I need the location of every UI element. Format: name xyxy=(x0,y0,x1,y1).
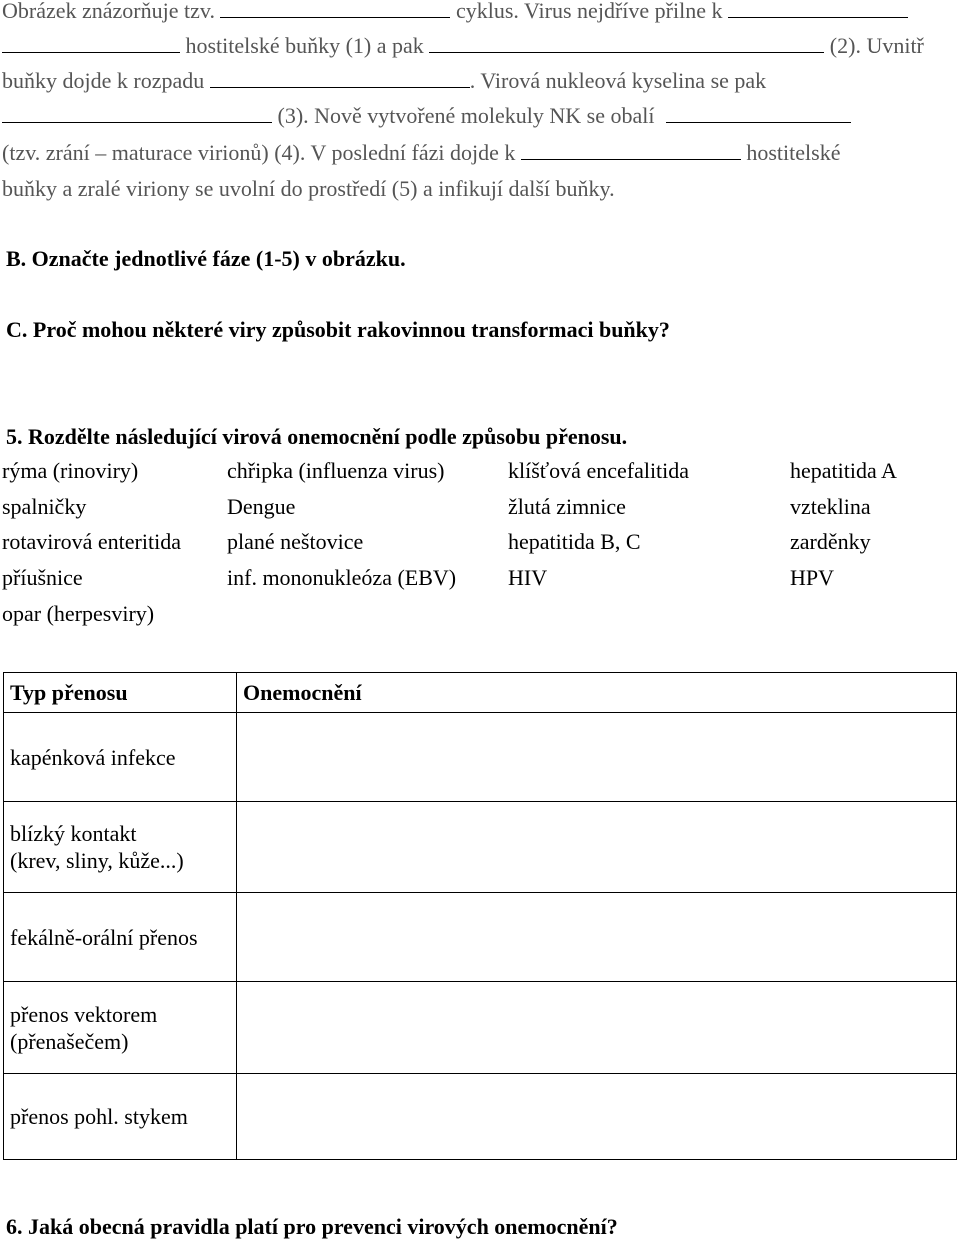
question-6: 6. Jaká obecná pravidla platí pro prevenci virových onemocnění? xyxy=(6,1214,618,1239)
transmission-type-cell xyxy=(4,1074,237,1160)
answer-cell[interactable] xyxy=(237,982,957,1074)
text: (3). Nově vytvořené molekuly NK se obalí xyxy=(277,103,655,128)
transmission-type-label: blízký kontakt xyxy=(10,821,137,846)
answer-cell[interactable] xyxy=(237,1074,957,1160)
disease-item: spalničky xyxy=(2,494,87,519)
text: hostitelské xyxy=(746,140,841,165)
header-transmission-type: Typ přenosu xyxy=(4,673,237,713)
disease-item: inf. mononukleóza (EBV) xyxy=(227,565,457,590)
question-c: C. Proč mohou některé viry způsobit rakovinnou transformaci buňky? xyxy=(6,317,670,342)
transmission-type-note: (krev, sliny, kůže...) xyxy=(10,848,184,873)
disease-item: rotavirová enteritida xyxy=(2,529,181,554)
blank-field[interactable] xyxy=(2,104,272,123)
disease-item: Dengue xyxy=(227,494,296,519)
blank-field[interactable] xyxy=(210,69,470,88)
disease-row xyxy=(2,456,960,486)
text: hostitelské buňky (1) a pak xyxy=(185,33,424,58)
disease-item: zarděnky xyxy=(790,529,871,554)
paragraph-line-3 xyxy=(2,68,960,94)
question-5: 5. Rozdělte následující virová onemocnění podle způsobu přenosu. xyxy=(6,424,628,449)
disease-item: HIV xyxy=(508,565,548,590)
disease-item: hepatitida A xyxy=(790,458,897,483)
disease-item: příušnice xyxy=(2,565,83,590)
disease-row xyxy=(2,492,960,522)
table-row xyxy=(4,713,957,802)
transmission-type-note: (přenašečem) xyxy=(10,1028,129,1054)
question-b: B. Označte jednotlivé fáze (1-5) v obrázku. xyxy=(6,246,406,271)
blank-field[interactable] xyxy=(666,104,851,123)
paragraph-line-6 xyxy=(2,176,960,202)
disease-item: chřipka (influenza virus) xyxy=(227,458,445,483)
disease-item: klíšťová encefalitida xyxy=(508,458,690,483)
text: Obrázek znázorňuje tzv. xyxy=(2,0,215,23)
blank-field[interactable] xyxy=(220,0,450,18)
text: (2). Uvnitř xyxy=(829,33,924,58)
transmission-table xyxy=(3,672,957,1160)
disease-item: plané neštovice xyxy=(227,529,364,554)
text: buňky dojde k rozpadu xyxy=(2,68,205,93)
table-row xyxy=(4,802,957,893)
text: buňky a zralé viriony se uvolní do prostředí (5) a infikují další buňky. xyxy=(2,176,615,201)
blank-field[interactable] xyxy=(2,34,180,53)
transmission-type-cell xyxy=(4,982,237,1074)
answer-cell[interactable] xyxy=(237,713,957,802)
blank-field[interactable] xyxy=(521,141,741,160)
header-diseases: Onemocnění xyxy=(237,673,957,713)
transmission-type-cell xyxy=(4,713,237,802)
transmission-type-label: přenos pohl. stykem xyxy=(10,1104,188,1129)
text: cyklus. Virus nejdříve přilne k xyxy=(455,0,723,23)
disease-item: HPV xyxy=(790,565,835,590)
transmission-type-label: přenos vektorem xyxy=(10,1001,158,1027)
table-header-row xyxy=(4,673,957,713)
transmission-type-label: kapénková infekce xyxy=(10,744,176,770)
answer-cell[interactable] xyxy=(237,893,957,982)
blank-field[interactable] xyxy=(728,0,908,18)
table-row xyxy=(4,1074,957,1160)
text: (tzv. zrání – maturace virionů) (4). V poslední fázi dojde k xyxy=(2,140,516,165)
paragraph-line-1 xyxy=(2,0,960,24)
disease-row xyxy=(2,563,960,593)
disease-item: opar (herpesviry) xyxy=(2,601,155,626)
blank-field[interactable] xyxy=(429,34,824,53)
paragraph-line-4 xyxy=(2,103,960,129)
paragraph-line-5 xyxy=(2,140,960,166)
transmission-type-label: fekálně-orální přenos xyxy=(10,924,198,950)
table-row xyxy=(4,893,957,982)
disease-item: rýma (rinoviry) xyxy=(2,458,139,483)
transmission-type-cell xyxy=(4,893,237,982)
disease-item: žlutá zimnice xyxy=(508,494,626,519)
table-row xyxy=(4,982,957,1074)
answer-cell[interactable] xyxy=(237,802,957,893)
disease-item: vzteklina xyxy=(790,494,871,519)
text: . Virová nukleová kyselina se pak xyxy=(469,68,767,93)
disease-item: hepatitida B, C xyxy=(508,529,641,554)
disease-row xyxy=(2,599,960,629)
disease-row xyxy=(2,527,960,557)
paragraph-line-2 xyxy=(2,33,960,59)
transmission-type-cell xyxy=(4,802,237,893)
